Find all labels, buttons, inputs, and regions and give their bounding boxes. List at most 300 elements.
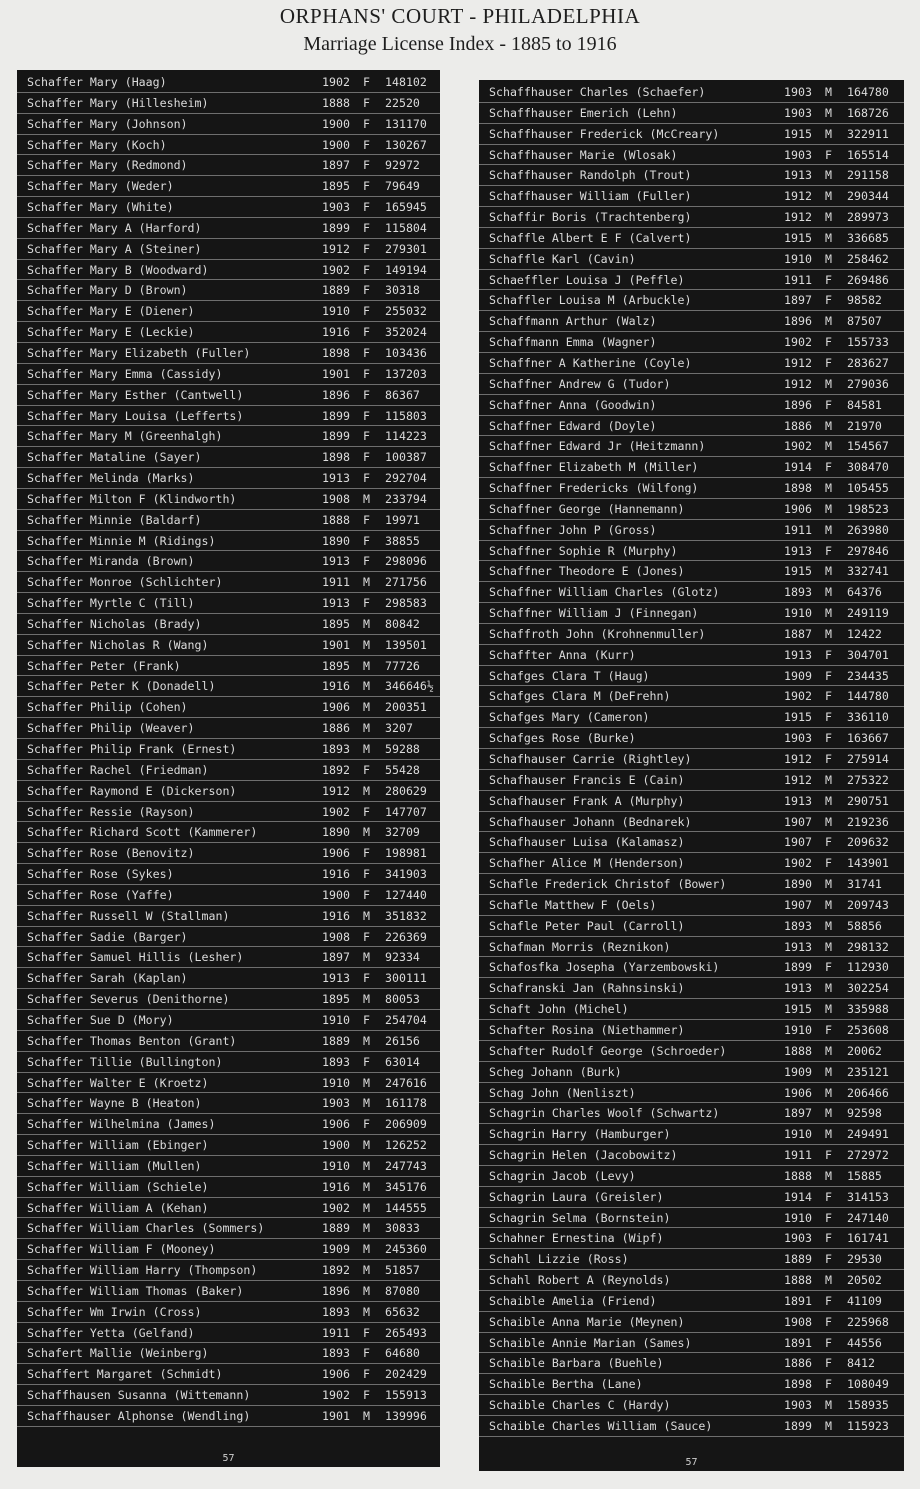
entry-license-number: 12422	[847, 626, 882, 641]
entry-license-number: 115923	[847, 1419, 889, 1433]
entry-name: Schaffer Severus (Denithorne)	[27, 992, 230, 1007]
index-rows-left	[17, 72, 440, 1427]
entry-year: 1892	[322, 762, 350, 777]
entry-sex: M	[825, 939, 832, 954]
entry-name: Schaffer Mary A (Harford)	[27, 220, 202, 235]
entry-year: 1900	[322, 116, 350, 131]
index-entry-row	[17, 989, 440, 1010]
index-entry-row	[479, 1228, 904, 1249]
entry-name: Schaffer Tillie (Bullington)	[27, 1054, 223, 1069]
index-entry-row	[479, 1291, 904, 1312]
entry-sex: M	[363, 1138, 370, 1153]
entry-license-number: 130267	[385, 137, 427, 152]
entry-license-number: 8412	[847, 1356, 875, 1371]
entry-year: 1887	[784, 626, 812, 641]
entry-name: Schaible Annie Marian (Sames)	[489, 1335, 692, 1350]
entry-year: 1909	[322, 1242, 350, 1257]
entry-sex: F	[363, 1388, 370, 1403]
entry-year: 1910	[784, 1127, 812, 1142]
index-entry-row	[479, 853, 904, 874]
index-entry-row	[17, 635, 440, 656]
entry-license-number: 302254	[847, 981, 889, 996]
entry-license-number: 20502	[847, 1273, 882, 1288]
entry-license-number: 298096	[385, 554, 427, 569]
index-entry-row	[17, 1010, 440, 1031]
entry-year: 1888	[322, 95, 350, 110]
entry-year: 1893	[322, 1346, 350, 1361]
entry-name: Schaffer Sarah (Kaplan)	[27, 971, 188, 986]
entry-sex: F	[825, 272, 832, 287]
entry-license-number: 80842	[385, 616, 420, 631]
entry-year: 1890	[322, 533, 350, 548]
entry-sex: F	[363, 75, 370, 89]
index-entry-row	[17, 1052, 440, 1073]
entry-sex: M	[825, 918, 832, 933]
entry-license-number: 332741	[847, 564, 889, 579]
entry-license-number: 114223	[385, 429, 427, 444]
index-entry-row	[479, 541, 904, 562]
entry-sex: F	[363, 804, 370, 819]
entry-name: Schaffer Nicholas R (Wang)	[27, 637, 209, 652]
entry-license-number: 77726	[385, 658, 420, 673]
entry-sex: F	[363, 1346, 370, 1361]
entry-sex: M	[825, 126, 832, 141]
entry-name: Schaffer Peter K (Donadell)	[27, 679, 216, 694]
entry-sex: F	[363, 887, 370, 902]
entry-sex: F	[363, 533, 370, 548]
index-entry-row	[479, 1103, 904, 1124]
index-entry-row	[479, 165, 904, 186]
entry-sex: F	[825, 543, 832, 558]
entry-year: 1911	[784, 272, 812, 287]
entry-sex: M	[825, 418, 832, 433]
index-entry-row	[479, 770, 904, 791]
entry-name: Schaffer Mary (Weder)	[27, 179, 174, 194]
entry-license-number: 258462	[847, 251, 889, 266]
index-entry-row	[17, 864, 440, 885]
entry-name: Schag John (Nenliszt)	[489, 1085, 636, 1100]
entry-name: Schaffer William (Schiele)	[27, 1179, 209, 1194]
entry-license-number: 279301	[385, 241, 427, 256]
entry-sex: F	[363, 179, 370, 194]
entry-license-number: 314153	[847, 1189, 889, 1204]
entry-name: Schaffer Philip Frank (Ernest)	[27, 742, 237, 756]
entry-license-number: 233794	[385, 491, 427, 506]
entry-license-number: 219236	[847, 814, 889, 829]
entry-license-number: 44556	[847, 1335, 882, 1350]
entry-year: 1895	[322, 616, 350, 631]
entry-license-number: 345176	[385, 1179, 427, 1194]
index-entry-row	[479, 499, 904, 520]
entry-license-number: 21970	[847, 418, 882, 433]
entry-name: Schaffer Mary Emma (Cassidy)	[27, 366, 223, 381]
entry-year: 1906	[322, 846, 350, 861]
entry-sex: M	[825, 439, 832, 454]
entry-license-number: 161178	[385, 1096, 427, 1111]
entry-name: Schaffer Minnie M (Ridings)	[27, 533, 216, 548]
entry-sex: F	[825, 1210, 832, 1225]
index-entry-row	[17, 1073, 440, 1094]
entry-year: 1888	[322, 512, 350, 527]
entry-license-number: 165514	[847, 147, 889, 162]
entry-sex: M	[825, 606, 832, 621]
entry-license-number: 253608	[847, 1022, 889, 1037]
index-entry-row	[479, 311, 904, 332]
entry-year: 1902	[322, 1200, 350, 1215]
entry-year: 1893	[322, 1054, 350, 1069]
index-entry-row	[17, 1093, 440, 1114]
entry-license-number: 292704	[385, 471, 427, 486]
index-entry-row	[17, 1302, 440, 1323]
entry-year: 1913	[322, 596, 350, 611]
entry-year: 1891	[784, 1293, 812, 1308]
index-entry-row	[17, 489, 440, 510]
entry-license-number: 269486	[847, 272, 889, 287]
entry-year: 1889	[784, 1252, 812, 1267]
entry-year: 1910	[784, 606, 812, 621]
entry-sex: F	[363, 554, 370, 569]
entry-name: Schaffer Russell W (Stallman)	[27, 908, 230, 923]
entry-license-number: 247743	[385, 1158, 427, 1173]
entry-license-number: 98582	[847, 293, 882, 308]
index-entry-row	[17, 947, 440, 968]
entry-sex: M	[825, 105, 832, 120]
entry-year: 1893	[322, 1304, 350, 1319]
entry-sex: F	[363, 283, 370, 298]
entry-license-number: 352024	[385, 325, 427, 340]
entry-name: Schafle Matthew F (Oels)	[489, 897, 657, 912]
entry-license-number: 289973	[847, 210, 889, 225]
index-entry-row	[479, 395, 904, 416]
entry-name: Schaffer Minnie (Baldarf)	[27, 512, 202, 527]
entry-year: 1906	[322, 1117, 350, 1132]
entry-name: Schaffhauser Randolph (Trout)	[489, 168, 692, 183]
entry-year: 1890	[784, 877, 812, 892]
entry-sex: F	[825, 1377, 832, 1392]
entry-sex: M	[825, 189, 832, 204]
index-entry-row	[17, 468, 440, 489]
entry-sex: M	[363, 637, 370, 652]
entry-license-number: 290344	[847, 189, 889, 204]
entry-year: 1893	[784, 918, 812, 933]
entry-sex: M	[825, 1127, 832, 1142]
entry-sex: F	[825, 1148, 832, 1163]
entry-sex: M	[825, 626, 832, 641]
entry-name: Schaffner William Charles (Glotz)	[489, 585, 720, 600]
index-entry-row	[479, 207, 904, 228]
entry-name: Schaffer Melinda (Marks)	[27, 471, 195, 486]
entry-name: Schaffer Mary Louisa (Lefferts)	[27, 408, 244, 423]
page-number-right: 57	[685, 1457, 698, 1468]
entry-sex: F	[363, 971, 370, 986]
entry-year: 1902	[322, 1388, 350, 1403]
entry-name: Schaffer Sue D (Mory)	[27, 1012, 174, 1027]
entry-license-number: 131170	[385, 116, 427, 131]
entry-year: 1912	[784, 752, 812, 766]
entry-license-number: 30833	[385, 1221, 420, 1236]
entry-sex: M	[363, 950, 370, 965]
index-entry-row	[17, 114, 440, 135]
entry-name: Schaffer Rose (Yaffe)	[27, 887, 174, 902]
entry-sex: M	[363, 1409, 370, 1423]
entry-sex: F	[825, 1293, 832, 1308]
entry-license-number: 26156	[385, 1033, 420, 1048]
entry-year: 1912	[784, 376, 812, 391]
entry-license-number: 247616	[385, 1075, 427, 1090]
index-entry-row	[479, 1208, 904, 1229]
entry-sex: M	[363, 1179, 370, 1194]
entry-license-number: 165945	[385, 200, 427, 215]
entry-year: 1913	[784, 543, 812, 558]
entry-name: Schaffer William Charles (Sommers)	[27, 1221, 265, 1236]
entry-name: Schaible Bertha (Lane)	[489, 1377, 643, 1392]
entry-year: 1902	[784, 335, 812, 350]
entry-license-number: 41109	[847, 1293, 882, 1308]
entry-license-number: 155913	[385, 1388, 427, 1403]
index-entry-row	[17, 843, 440, 864]
index-entry-row	[17, 176, 440, 197]
entry-name: Schaffer William Harry (Thompson)	[27, 1263, 258, 1278]
entry-name: Schaffer Samuel Hillis (Lesher)	[27, 950, 244, 965]
entry-sex: M	[363, 1283, 370, 1298]
entry-sex: M	[363, 783, 370, 798]
entry-name: Schafman Morris (Reznikon)	[489, 939, 671, 954]
entry-name: Schaffner Anna (Goodwin)	[489, 397, 657, 412]
entry-sex: F	[825, 335, 832, 350]
entry-name: Schafges Clara T (Haug)	[489, 668, 650, 683]
entry-name: Schaffer Philip (Cohen)	[27, 700, 188, 715]
entry-name: Schaffer Mataline (Sayer)	[27, 450, 202, 465]
entry-sex: M	[825, 522, 832, 537]
entry-sex: F	[363, 116, 370, 131]
entry-year: 1891	[784, 1335, 812, 1350]
entry-sex: F	[825, 397, 832, 412]
entry-sex: M	[825, 585, 832, 600]
entry-year: 1900	[322, 137, 350, 152]
entry-year: 1907	[784, 814, 812, 829]
entry-sex: F	[363, 1012, 370, 1027]
entry-year: 1916	[322, 908, 350, 923]
entry-name: Schaffer Nicholas (Brady)	[27, 616, 202, 631]
entry-license-number: 139501	[385, 637, 427, 652]
entry-license-number: 225968	[847, 1314, 889, 1329]
entry-year: 1896	[322, 387, 350, 402]
index-entry-row	[479, 624, 904, 645]
entry-name: Schagrin Laura (Greisler)	[489, 1189, 664, 1204]
index-entry-row	[17, 551, 440, 572]
entry-name: Schagrin Jacob (Levy)	[489, 1168, 636, 1183]
entry-license-number: 22520	[385, 95, 420, 110]
entry-name: Schaible Amelia (Friend)	[489, 1293, 657, 1308]
entry-sex: M	[825, 793, 832, 808]
index-entry-row	[17, 718, 440, 739]
entry-year: 1895	[322, 992, 350, 1007]
entry-year: 1912	[784, 189, 812, 204]
index-entry-row	[17, 385, 440, 406]
entry-name: Schafhauser Luisa (Kalamasz)	[489, 835, 685, 850]
entry-sex: F	[825, 1356, 832, 1371]
entry-license-number: 139996	[385, 1409, 427, 1423]
index-entry-row	[479, 1333, 904, 1354]
entry-sex: F	[363, 1054, 370, 1069]
entry-sex: F	[825, 1335, 832, 1350]
entry-name: Schaffer Walter E (Kroetz)	[27, 1075, 209, 1090]
entry-sex: M	[825, 1064, 832, 1079]
index-entry-row	[479, 1416, 904, 1437]
entry-sex: F	[363, 325, 370, 340]
entry-sex: M	[825, 210, 832, 225]
entry-license-number: 92972	[385, 158, 420, 173]
entry-year: 1903	[784, 85, 812, 99]
entry-year: 1910	[322, 1158, 350, 1173]
entry-sex: M	[825, 230, 832, 245]
entry-sex: M	[825, 1273, 832, 1288]
entry-license-number: 92334	[385, 950, 420, 965]
entry-year: 1900	[322, 887, 350, 902]
entry-name: Schaffer Yetta (Gelfand)	[27, 1325, 195, 1340]
entry-sex: M	[825, 1085, 832, 1100]
entry-year: 1899	[784, 1419, 812, 1433]
entry-year: 1915	[784, 126, 812, 141]
entry-name: Schagrin Charles Woolf (Schwartz)	[489, 1106, 720, 1121]
entry-year: 1908	[784, 1314, 812, 1329]
entry-sex: M	[363, 658, 370, 673]
entry-year: 1899	[322, 429, 350, 444]
entry-sex: M	[363, 1242, 370, 1257]
entry-name: Schaffroth John (Krohnenmuller)	[489, 626, 706, 641]
entry-year: 1895	[322, 179, 350, 194]
entry-sex: F	[363, 1325, 370, 1340]
entry-name: Schaffhauser Frederick (McCreary)	[489, 126, 720, 141]
entry-year: 1890	[322, 825, 350, 840]
index-entry-row	[17, 322, 440, 343]
entry-year: 1912	[784, 355, 812, 370]
index-entry-row	[17, 135, 440, 156]
entry-year: 1893	[784, 585, 812, 600]
entry-year: 1912	[784, 772, 812, 787]
entry-sex: M	[825, 1043, 832, 1058]
entry-license-number: 144780	[847, 689, 889, 704]
entry-year: 1896	[784, 314, 812, 329]
entry-year: 1903	[784, 1231, 812, 1246]
entry-sex: F	[825, 668, 832, 683]
index-entry-row	[479, 353, 904, 374]
entry-license-number: 291158	[847, 168, 889, 183]
entry-sex: M	[363, 742, 370, 756]
entry-year: 1910	[322, 304, 350, 319]
index-entry-row	[17, 1260, 440, 1281]
entry-sex: M	[825, 251, 832, 266]
entry-license-number: 158935	[847, 1398, 889, 1413]
entry-license-number: 272972	[847, 1148, 889, 1163]
entry-sex: F	[825, 1189, 832, 1204]
entry-name: Schaffhauser William (Fuller)	[489, 189, 692, 204]
entry-license-number: 168726	[847, 105, 889, 120]
entry-name: Schaffer William A (Kehan)	[27, 1200, 209, 1215]
entry-sex: M	[825, 981, 832, 996]
index-entry-row	[17, 697, 440, 718]
entry-name: Schafges Mary (Cameron)	[489, 710, 650, 725]
index-entry-row	[479, 478, 904, 499]
entry-sex: F	[363, 762, 370, 777]
entry-license-number: 126252	[385, 1138, 427, 1153]
index-entry-row	[479, 895, 904, 916]
entry-license-number: 63014	[385, 1054, 420, 1069]
entry-license-number: 87507	[847, 314, 882, 329]
index-entry-row	[479, 436, 904, 457]
entry-name: Schaffer Myrtle C (Till)	[27, 596, 195, 611]
entry-year: 1899	[784, 960, 812, 975]
entry-year: 1906	[322, 1367, 350, 1382]
entry-year: 1895	[322, 658, 350, 673]
entry-name: Schaffer William (Mullen)	[27, 1158, 202, 1173]
index-entry-row	[479, 82, 904, 103]
index-entry-row	[17, 781, 440, 802]
index-entry-row	[17, 656, 440, 677]
index-entry-row	[17, 802, 440, 823]
index-entry-row	[17, 1135, 440, 1156]
entry-license-number: 341903	[385, 867, 427, 882]
entry-year: 1886	[784, 1356, 812, 1371]
entry-name: Schaffler Louisa M (Arbuckle)	[489, 293, 692, 308]
entry-year: 1898	[784, 481, 812, 496]
entry-license-number: 255032	[385, 304, 427, 319]
entry-year: 1906	[322, 700, 350, 715]
entry-year: 1915	[784, 564, 812, 579]
entry-year: 1916	[322, 679, 350, 694]
index-entry-row	[17, 1218, 440, 1239]
entry-name: Schafosfka Josepha (Yarzembowski)	[489, 960, 720, 975]
entry-name: Schaffer Wm Irwin (Cross)	[27, 1304, 202, 1319]
index-entry-row	[479, 1270, 904, 1291]
index-entry-row	[17, 1031, 440, 1052]
entry-license-number: 19971	[385, 512, 420, 527]
entry-sex: F	[363, 387, 370, 402]
entry-name: Scheg Johann (Burk)	[489, 1064, 622, 1079]
entry-license-number: 300111	[385, 971, 427, 986]
index-entry-row	[17, 1114, 440, 1135]
entry-name: Schafter Rudolf George (Schroeder)	[489, 1043, 727, 1058]
entry-name: Schaffer William F (Mooney)	[27, 1242, 216, 1257]
entry-name: Schaffer Mary E (Leckie)	[27, 325, 195, 340]
index-entry-row	[17, 93, 440, 114]
entry-sex: F	[363, 429, 370, 444]
entry-year: 1892	[322, 1263, 350, 1278]
entry-year: 1901	[322, 637, 350, 652]
entry-year: 1902	[784, 689, 812, 704]
entry-name: Schagrin Helen (Jacobowitz)	[489, 1148, 678, 1163]
index-column-left	[17, 70, 440, 1467]
index-entry-row	[17, 1156, 440, 1177]
entry-license-number: 245360	[385, 1242, 427, 1257]
entry-year: 1886	[322, 721, 350, 736]
entry-year: 1913	[322, 471, 350, 486]
entry-name: Schaffer Mary (Koch)	[27, 137, 167, 152]
entry-license-number: 283627	[847, 355, 889, 370]
entry-sex: M	[363, 1158, 370, 1173]
entry-license-number: 249119	[847, 606, 889, 621]
entry-sex: M	[825, 877, 832, 892]
entry-license-number: 30318	[385, 283, 420, 298]
index-entry-row	[17, 927, 440, 948]
index-entry-row	[479, 416, 904, 437]
entry-license-number: 234435	[847, 668, 889, 683]
entry-year: 1902	[784, 856, 812, 871]
entry-license-number: 103436	[385, 345, 427, 360]
entry-year: 1913	[322, 971, 350, 986]
entry-license-number: 149194	[385, 262, 427, 277]
entry-name: Schaffer Rachel (Friedman)	[27, 762, 209, 777]
